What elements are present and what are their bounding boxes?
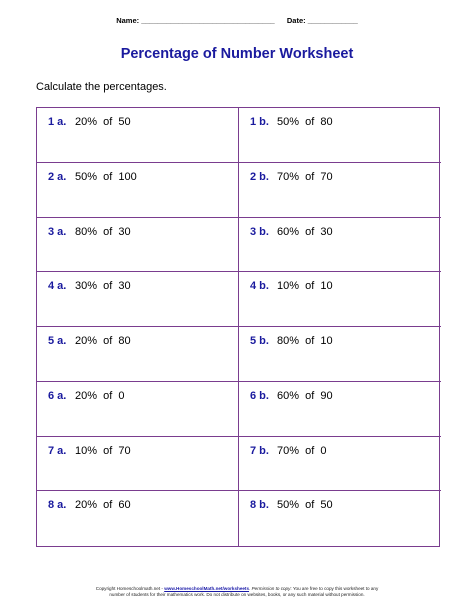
problem-label: 8 b. [250,499,269,512]
problem-label: 2 a. [48,170,67,183]
problem-cell[interactable] [37,382,239,437]
problem-expression: 60% of 30 [277,225,333,238]
name-field[interactable]: ________________________________ [141,16,275,25]
problem-label: 4 b. [250,280,269,293]
worksheet-title: Percentage of Number Worksheet [120,46,354,62]
problem-label: 6 a. [48,389,67,402]
problem-expression: 70% of 0 [277,444,327,457]
problem-expression: 50% of 50 [277,499,333,512]
footer-line-1: Copyright Homeschoolmath.net - www.HomeschoolMath.net/worksheets. Permission to copy: You are free to copy this worksheet to any [95,586,379,591]
problem-cell[interactable] [37,108,239,163]
problem-cell[interactable] [37,327,239,382]
footer-line-2: number of students for their mathematics work. Do not distribute on websites, books, or any such material without permission. [109,592,365,597]
problem-cell[interactable] [239,382,441,437]
problem-expression: 70% of 70 [277,170,333,183]
footer-link[interactable]: www.HomeschoolMath.net/worksheets [164,586,250,591]
problem-label: 1 a. [48,116,67,128]
problem-expression: 10% of 10 [277,280,333,293]
problem-label: 7 a. [48,444,67,457]
name-label: Name: [116,16,140,25]
problem-label: 3 b. [250,225,269,238]
problem-label: 6 b. [250,389,269,402]
problem-expression: 20% of 80 [75,335,131,347]
name-date-line [0,16,474,25]
problem-cell[interactable] [37,437,239,492]
problem-label: 5 b. [250,335,269,347]
problem-cell[interactable] [239,218,441,273]
problem-label: 4 a. [48,280,67,293]
problem-grid [36,107,440,547]
problem-expression: 20% of 0 [75,389,125,402]
problem-expression: 80% of 30 [75,225,131,238]
problem-label: 2 b. [250,170,269,183]
problem-expression: 50% of 80 [277,116,333,128]
problem-cell[interactable] [239,491,441,546]
problem-cell[interactable] [239,327,441,382]
problem-cell[interactable] [239,437,441,492]
instructions: Calculate the percentages. [36,81,167,93]
problem-expression: 50% of 100 [75,170,137,183]
problem-label: 8 a. [48,499,67,512]
problem-label: 1 b. [250,116,269,128]
footer-copyright: Copyright Homeschoolmath.net - [95,586,165,591]
problem-expression: 20% of 60 [75,499,131,512]
problem-cell[interactable] [37,272,239,327]
problem-label: 3 a. [48,225,67,238]
problem-cell[interactable] [239,108,441,163]
footer-permission-text: : You are free to copy this worksheet to any [290,586,379,591]
problem-label: 5 a. [48,335,67,347]
footer-permission: Permission to copy [251,586,291,591]
problem-cell[interactable] [37,218,239,273]
problem-expression: 10% of 70 [75,444,131,457]
problem-cell[interactable] [239,272,441,327]
problem-expression: 20% of 50 [75,116,131,128]
problem-expression: 60% of 90 [277,389,333,402]
problem-cell[interactable] [37,491,239,546]
problem-label: 7 b. [250,444,269,457]
footer [0,586,474,598]
problem-cell[interactable] [37,163,239,218]
problem-expression: 30% of 30 [75,280,131,293]
date-label: Date: [286,16,306,25]
problem-expression: 80% of 10 [277,335,333,347]
problem-cell[interactable] [239,163,441,218]
date-field[interactable]: ____________ [307,16,358,25]
